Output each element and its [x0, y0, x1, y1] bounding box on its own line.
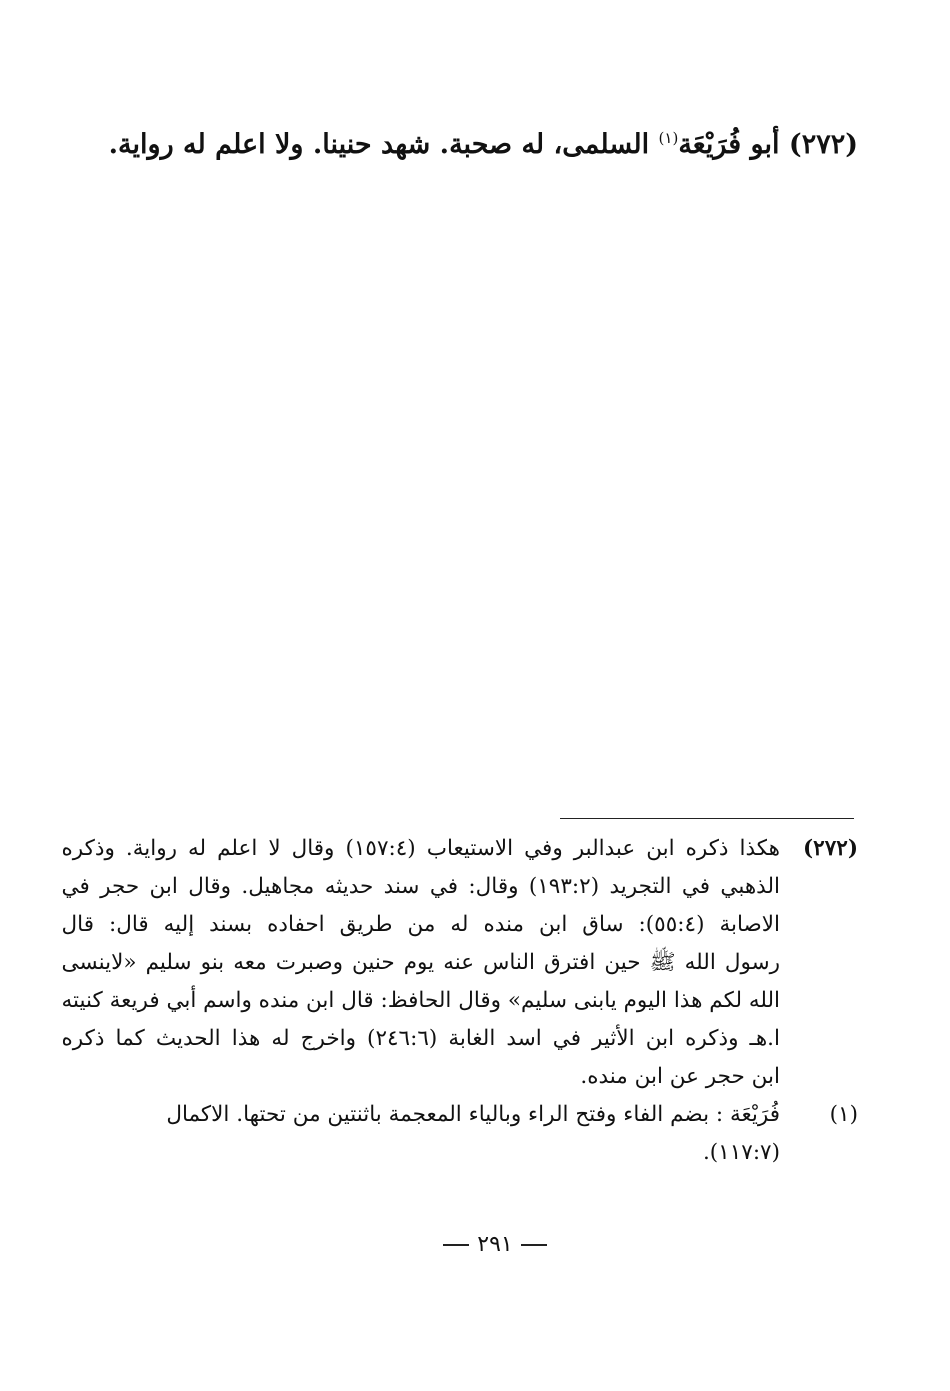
footnote-line: الذهبي في التجريد (١٩٣:٢) وقال: في سند حديثه مجاهيل. وقال ابن حجر في — [61, 874, 780, 899]
footnote-line: رسول الله ﷺ حين افترق الناس عنه يوم حنين وصبرت معه بنو سليم «لاينسى — [61, 950, 780, 975]
entry-name: أبو فُرَيْعَة — [678, 129, 780, 160]
footnote-reference: (١) — [658, 129, 679, 147]
biography-entry — [108, 112, 858, 171]
footnote-line: الاصابة (٥٥:٤): ساق ابن منده له من طريق احفاده بسند إليه قال: قال — [61, 912, 780, 937]
footnote-entry-1 — [166, 1096, 858, 1172]
footnote-line: فُرَيْعَة : بضم الفاء وفتح الراء وبالياء المعجمة باثنتين من تحتها. الاكمال — [166, 1102, 780, 1127]
footnote-line: ابن حجر عن ابن منده. — [580, 1064, 780, 1089]
footnote-marker: (١) — [829, 1102, 858, 1127]
footnote-body — [62, 830, 780, 1096]
footnote-divider — [560, 818, 854, 819]
entry-text: السلمى، له صحبة. شهد حنينا. ولا اعلم له رواية. — [108, 129, 650, 160]
footnote-line: ا.هـ وذكره ابن الأثير في اسد الغابة (٢٤٦:٦) واخرج له هذا الحديث كما ذكره — [61, 1026, 780, 1051]
footnote-line: (١١٧:٧). — [702, 1140, 780, 1165]
page-number-value: ٢٩١ — [477, 1232, 513, 1257]
footnote-marker: (٢٧٢) — [802, 836, 858, 861]
page-number — [0, 1232, 950, 1257]
footnote-line: الله لكم هذا اليوم يابنى سليم» وقال الحافظ: قال ابن منده واسم أبي فريعة كنيته — [61, 988, 780, 1013]
footnote-body — [166, 1096, 780, 1172]
dash-decoration — [521, 1244, 547, 1246]
footnotes — [61, 830, 858, 1172]
footnote-line: هكذا ذكره ابن عبدالبر وفي الاستيعاب (١٥٧:٤) وقال لا اعلم له رواية. وذكره — [61, 836, 780, 861]
footnote-entry-272 — [61, 830, 858, 1096]
entry-number: (٢٧٢) — [788, 129, 858, 160]
dash-decoration — [443, 1244, 469, 1246]
